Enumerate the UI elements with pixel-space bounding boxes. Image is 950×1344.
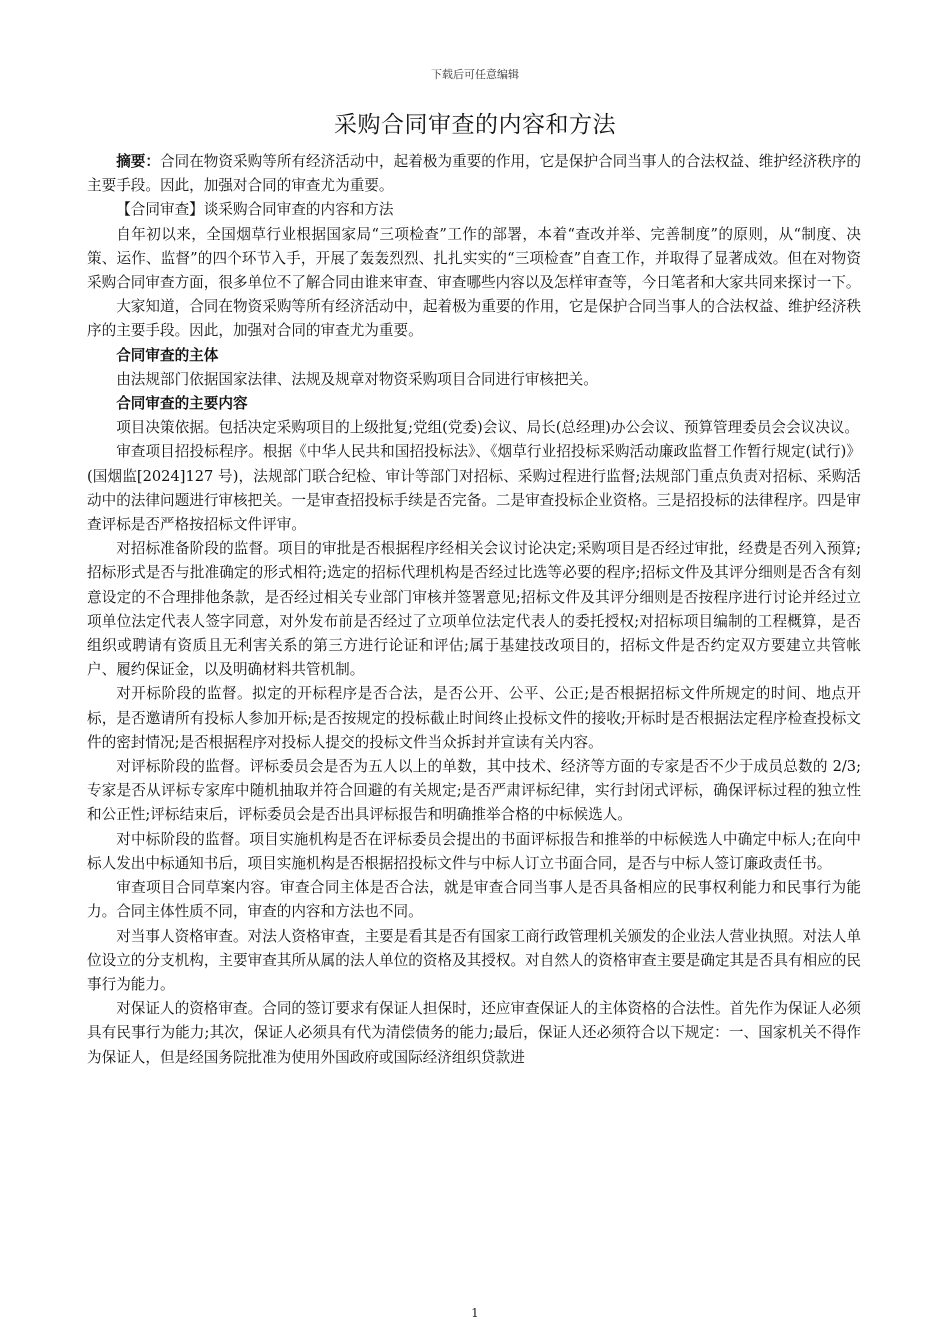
paragraph: 自年初以来，全国烟草行业根据国家局“三项检查”工作的部署，本着“查改并举、完善制度”的原则，从“制度、决策、运作、监督”的四个环节入手，开展了轰轰烈烈、扎扎实实的“三项检查”自查工作，并取得了显著成效。但在对物资采购合同审查方面，很多单位不了解合同由谁来审查、审查哪些内容以及怎样审查等，今日笔者和大家共同来探讨一下。 <box>87 225 861 292</box>
document-body <box>87 150 861 1070</box>
page-number: 1 <box>471 1306 479 1320</box>
paragraph: 对开标阶段的监督。拟定的开标程序是否合法，是否公开、公平、公正;是否根据招标文件所规定的时间、地点开标，是否邀请所有投标人参加开标;是否按规定的投标截止时间终止投标文件的接收;开标时是否根据法定程序检查投标文件的密封情况;是否根据程序对投标人提交的投标文件当众拆封并宣读有关内容。 <box>87 685 861 751</box>
paragraph: 对保证人的资格审查。合同的签订要求有保证人担保时，还应审查保证人的主体资格的合法性。首先作为保证人必须具有民事行为能力;其次，保证人必须具有代为清偿债务的能力;最后，保证人还必须符合以下规定：一、国家机关不得作为保证人，但是经国务院批准为使用外国政府或国际经济组织贷款进 <box>87 1000 861 1066</box>
paragraph: 项目决策依据。包括决定采购项目的上级批复;党组(党委)会议、局长(总经理)办公会议、预算管理委员会会议决议。 <box>116 419 859 437</box>
section-heading: 合同审查的主要内容 <box>116 395 248 413</box>
paragraph: 审查项目合同草案内容。审查合同主体是否合法，就是审查合同当事人是否具备相应的民事权利能力和民事行为能力。合同主体性质不同，审查的内容和方法也不同。 <box>87 879 861 921</box>
abstract-text: 合同在物资采购等所有经济活动中，起着极为重要的作用，它是保护合同当事人的合法权益、维护经济秩序的主要手段。因此，加强对合同的审查尤为重要。 <box>87 153 861 195</box>
paragraph: 大家知道，合同在物资采购等所有经济活动中，起着极为重要的作用，它是保护合同当事人的合法权益、维护经济秩序的主要手段。因此，加强对合同的审查尤为重要。 <box>87 298 861 340</box>
paragraph: 对招标准备阶段的监督。项目的审批是否根据程序经相关会议讨论决定;采购项目是否经过审批，经费是否列入预算;招标形式是否与批准确定的形式相符;选定的招标代理机构是否经过比选等必要的程序;招标文件及其评分细则是否含有刻意设定的不合理排他条款，是否经过相关专业部门审核并签署意见;招标文件及其评分细则是否按程序进行讨论并经过立项单位法定代表人签字同意，对外发布前是否经过了立项单位法定代表人的委托授权;对招标项目编制的工程概算，是否组织或聘请有资质且无利害关系的第三方进行论证和评估;属于基建技改项目的，招标文件是否约定双方要建立共管帐户、履约保证金，以及明确材料共管机制。 <box>87 540 861 679</box>
paragraph: 【合同审查】谈采购合同审查的内容和方法 <box>116 201 394 219</box>
section-heading: 合同审查的主体 <box>116 346 219 364</box>
page-header: 下载后可任意编辑 <box>431 68 519 81</box>
abstract-paragraph <box>87 150 861 198</box>
abstract-label: 摘要： <box>116 153 160 170</box>
paragraph: 审查项目招投标程序。根据《中华人民共和国招投标法》、《烟草行业招投标采购活动廉政监督工作暂行规定(试行)》(国烟监[2024]127 号)，法规部门联合纪检、审计等部门对招标、采购过程进行监督;法规部门重点负责对招标、采购活动中的法律问题进行审核把关。一是审查招投标手续是否完备。二是审查投标企业资格。三是招投标的法律程序。四是审查评标是否严格按招标文件评审。 <box>87 443 861 534</box>
paragraph: 由法规部门依据国家法律、法规及规章对物资采购项目合同进行审核把关。 <box>116 370 598 388</box>
paragraph: 对评标阶段的监督。评标委员会是否为五人以上的单数，其中技术、经济等方面的专家是否不少于成员总数的 2/3;专家是否从评标专家库中随机抽取并符合回避的有关规定;是否严肃评标纪律，实行封闭式评标，确保评标过程的独立性和公正性;评标结束后，评标委员会是否出具评标报告和明确推举合格的中标候选人。 <box>87 758 861 824</box>
paragraph: 对中标阶段的监督。项目实施机构是否在评标委员会提出的书面评标报告和推举的中标候选人中确定中标人;在向中标人发出中标通知书后，项目实施机构是否根据招投标文件与中标人订立书面合同，是否与中标人签订廉政责任书。 <box>87 830 861 872</box>
document-title: 采购合同审查的内容和方法 <box>334 112 616 138</box>
paragraph: 对当事人资格审查。对法人资格审查，主要是看其是否有国家工商行政管理机关颁发的企业法人营业执照。对法人单位设立的分支机构，主要审查其所从属的法人单位的资格及其授权。对自然人的资格审查主要是确定其是否具有相应的民事行为能力。 <box>87 927 861 993</box>
